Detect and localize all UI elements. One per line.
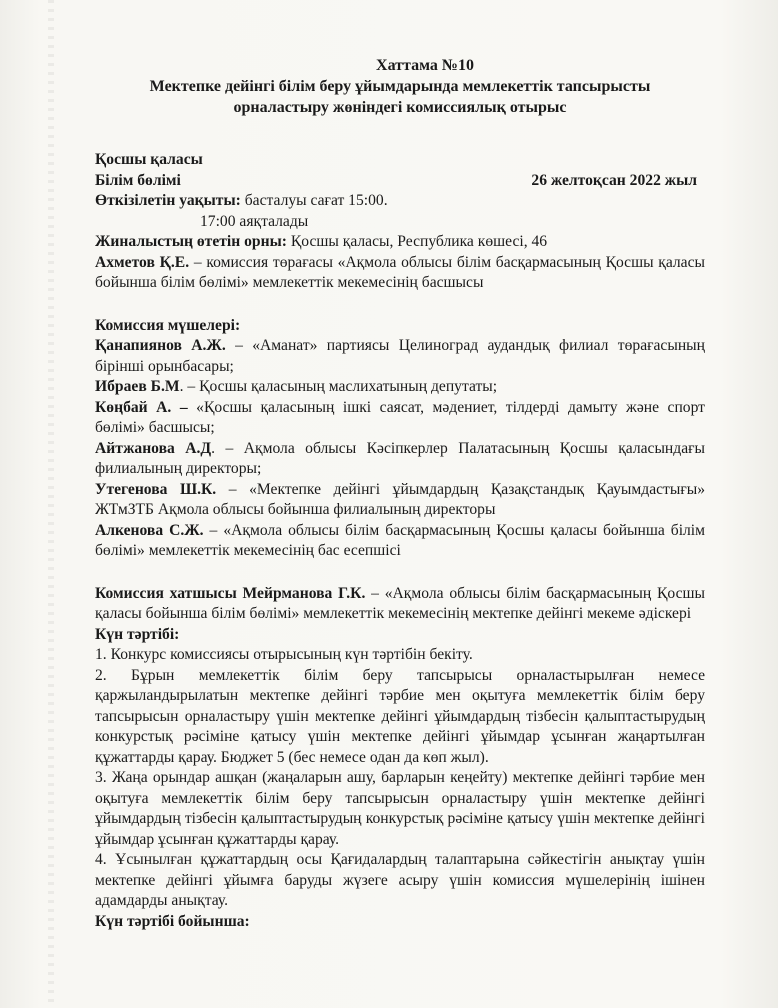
chair-role: – комиссия төрағасы «Ақмола облысы білім басқармасының Қосшы қаласы бойынша білім бөлімі» мемлекеттік мекемесінің басшысы — [95, 253, 706, 291]
document-body — [95, 55, 705, 932]
protocol-subtitle-line2: орналастыру жөніндегі комиссиялық отырыс — [233, 99, 567, 116]
meeting-time-label: Өткізілетін уақыты: — [95, 192, 241, 209]
agenda-item: 4. Ұсынылған құжаттардың осы Қағидалардың талаптарына сәйкестігін анықтау үшін мектепке дейінгі ұйымға баруды жүзеге асыру үшін комиссия мүшелерінің ішінен адамдарды анықтау. — [95, 851, 705, 909]
scan-edge-artifact — [48, 0, 54, 1008]
department-date-row — [95, 171, 705, 192]
meeting-place-value: Қосшы қаласы, Республика көшесі, 46 — [286, 233, 548, 250]
chair-entry — [95, 253, 705, 294]
member-entry — [95, 398, 705, 439]
meeting-place — [95, 232, 705, 253]
agenda-item: 1. Конкурс комиссиясы отырысының күн тәртібін бекіту. — [95, 646, 473, 663]
member-entry — [95, 377, 705, 398]
member-role: . – Қосшы қаласының маслихатының депутаты; — [179, 378, 498, 395]
meeting-time-start: басталуы сағат 15:00. — [240, 192, 388, 209]
secretary-entry — [95, 584, 705, 625]
member-entry — [95, 336, 705, 377]
chair-name: Ахметов Қ.Е. — [95, 253, 190, 271]
city-name: Қосшы қаласы — [95, 151, 203, 168]
member-role: – «Ақмола облысы білім басқармасының Қосшы қаласы бойынша білім бөлімі» мемлекеттік мекемесінің бас есепшісі — [95, 521, 706, 559]
member-name: Утегенова Ш.К. — [95, 480, 217, 498]
member-name: Алкенова С.Ж. — [95, 521, 204, 539]
member-role: – «Мектепке дейінгі ұйымдардың Қазақстандық Қауымдастығы» ЖТмЗТБ Ақмола облысы бойынша филиалының директоры — [95, 480, 705, 518]
meeting-time — [95, 191, 705, 212]
agenda-footer-heading: Күн тәртібі бойынша: — [95, 912, 250, 930]
secretary-role: – «Ақмола облысы білім басқармасының Қосшы қаласы бойынша білім бөлімі» мемлекеттік мекемесінің мектепке дейінгі мекеме әдіскері — [95, 584, 705, 622]
meeting-place-label: Жиналыстың өтетін орны: — [95, 233, 287, 250]
agenda-heading: Күн тәртібі: — [95, 625, 180, 643]
member-name: Айтжанова А.Д — [95, 439, 212, 457]
member-role: . – Ақмола облысы Кәсіпкерлер Палатасының Қосшы қаласындағы филиалының директоры; — [95, 439, 705, 477]
protocol-date: 26 желтоқсан 2022 жыл — [531, 171, 697, 189]
member-entry — [95, 439, 705, 480]
member-name: Көңбай А. – — [95, 398, 188, 416]
members-heading: Комиссия мүшелері: — [95, 316, 241, 334]
protocol-subtitle-line1: Мектепке дейінгі білім беру ұйымдарында мемлекеттік тапсырысты — [149, 78, 651, 95]
meeting-time-end: 17:00 аяқталады — [200, 212, 309, 230]
member-entry — [95, 480, 705, 521]
member-role: – «Аманат» партиясы Целиноград аудандық филиал төрағасының бірінші орынбасары; — [95, 337, 705, 375]
agenda-item: 3. Жаңа орындар ашқан (жаңаларын ашу, барларын кеңейту) мектепке дейінгі тәрбие мен оқытуға мемлекеттік білім беру тапсырысын орналастыру үшін мектепке дейінгі ұйымдардың тізбесін қалыптастырудың конкурстық рәсіміне қатысу үшін мектепке дейінгі ұйымдар ұсынған құжаттарды қарау. — [95, 769, 705, 848]
protocol-title: Хаттама №10 — [376, 57, 474, 74]
member-entry — [95, 521, 705, 562]
agenda-item: 2. Бұрын мемлекеттік білім беру тапсырысы орналастырылған немесе қаржыландырылатын мектепке дейінгі тәрбие мен оқытуға мемлекеттік білім беру тапсырысын орналастыру үшін мектепке дейінгі ұйымдардың тізбесін қалыптастырудың конкурстық рәсіміне қатысу үшін мектепке дейінгі ұйымдар ұсынған жаңартылған құжаттарды қарау. Бюджет 5 (бес немесе одан да көп жыл). — [95, 666, 705, 766]
secretary-label: Комиссия хатшысы Мейрманова Г.К. — [95, 584, 366, 602]
member-name: Қанапиянов А.Ж. — [95, 337, 226, 354]
department-name: Білім бөлімі — [95, 171, 181, 189]
member-role: «Қосшы қаласының ішкі саясат, мәдениет, тілдерді дамыту және спорт бөлімі» басшысы; — [95, 398, 705, 436]
member-name: Ибраев Б.М — [95, 378, 180, 395]
